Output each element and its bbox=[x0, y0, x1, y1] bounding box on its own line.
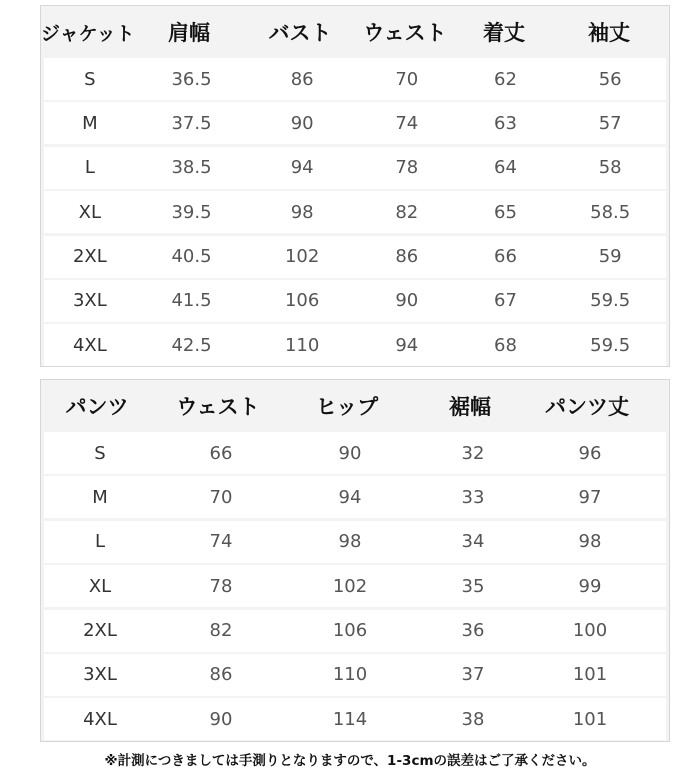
jacket-value-cell: 98 bbox=[290, 201, 314, 223]
jacket-header-cell: ウェスト bbox=[363, 21, 447, 45]
pants-value-cell: 110 bbox=[332, 664, 368, 686]
pants-table-row bbox=[44, 610, 666, 652]
pants-value-cell: 74 bbox=[209, 531, 233, 553]
jacket-value-cell: 38.5 bbox=[171, 157, 212, 179]
pants-value-cell: 101 bbox=[572, 664, 608, 686]
jacket-value-cell: 65 bbox=[494, 201, 517, 223]
pants-value-cell: 37 bbox=[461, 664, 485, 686]
pants-header-cell: ヒップ bbox=[315, 395, 379, 419]
jacket-value-cell: 64 bbox=[494, 157, 517, 179]
jacket-value-cell: 62 bbox=[494, 68, 517, 90]
jacket-value-cell: 86 bbox=[395, 246, 419, 268]
jacket-value-cell: 78 bbox=[395, 157, 419, 179]
pants-value-cell: 98 bbox=[578, 531, 602, 553]
jacket-value-cell: 56 bbox=[598, 68, 622, 90]
jacket-value-cell: 90 bbox=[395, 290, 419, 312]
jacket-value-cell: 68 bbox=[494, 334, 517, 356]
jacket-header-cell: バスト bbox=[268, 21, 332, 45]
pants-table-row bbox=[44, 521, 666, 563]
pants-value-cell: 94 bbox=[338, 486, 362, 508]
jacket-table-row bbox=[44, 147, 666, 189]
jacket-header-row bbox=[41, 6, 669, 58]
jacket-table-row bbox=[44, 324, 666, 366]
pants-size-cell: S bbox=[94, 442, 106, 464]
pants-value-cell: 98 bbox=[338, 531, 362, 553]
pants-table-row bbox=[44, 654, 666, 696]
jacket-size-cell: M bbox=[82, 112, 98, 134]
pants-header-cell: パンツ bbox=[65, 395, 129, 419]
measurement-note: ※計測につきましては手測りとなりますので、1-3cmの誤差はご了承ください。 bbox=[104, 753, 596, 769]
jacket-value-cell: 67 bbox=[494, 290, 517, 312]
jacket-header-cell: ジャケット bbox=[41, 22, 135, 45]
pants-table-row bbox=[44, 476, 666, 518]
pants-value-cell: 34 bbox=[461, 531, 485, 553]
pants-size-cell: 4XL bbox=[83, 708, 117, 730]
pants-value-cell: 32 bbox=[461, 442, 485, 464]
jacket-value-cell: 40.5 bbox=[171, 246, 212, 268]
pants-value-cell: 106 bbox=[332, 620, 368, 642]
jacket-size-cell: 4XL bbox=[72, 334, 107, 356]
jacket-size-table bbox=[40, 5, 670, 367]
jacket-value-cell: 39.5 bbox=[171, 201, 212, 223]
jacket-value-cell: 59.5 bbox=[590, 290, 631, 312]
jacket-value-cell: 102 bbox=[284, 246, 320, 268]
jacket-value-cell: 66 bbox=[494, 246, 517, 268]
jacket-table-row bbox=[44, 58, 666, 100]
pants-value-cell: 33 bbox=[461, 486, 485, 508]
jacket-value-cell: 82 bbox=[395, 201, 419, 223]
pants-value-cell: 90 bbox=[209, 708, 233, 730]
pants-size-cell: XL bbox=[88, 575, 112, 597]
jacket-header-cell: 肩幅 bbox=[168, 21, 210, 45]
jacket-value-cell: 37.5 bbox=[171, 112, 212, 134]
jacket-header-cell: 着丈 bbox=[483, 21, 525, 45]
jacket-value-cell: 110 bbox=[284, 334, 320, 356]
jacket-size-cell: L bbox=[84, 157, 95, 179]
jacket-size-cell: S bbox=[84, 68, 96, 90]
pants-value-cell: 100 bbox=[572, 620, 608, 642]
pants-header-row bbox=[41, 380, 669, 432]
pants-value-cell: 90 bbox=[338, 442, 362, 464]
pants-header-cell: ウェスト bbox=[176, 395, 260, 419]
jacket-size-cell: 3XL bbox=[72, 290, 107, 312]
jacket-rows bbox=[41, 58, 669, 366]
jacket-value-cell: 74 bbox=[395, 112, 419, 134]
pants-value-cell: 36 bbox=[461, 620, 485, 642]
pants-value-cell: 66 bbox=[209, 442, 233, 464]
pants-table-row bbox=[44, 432, 666, 474]
jacket-value-cell: 70 bbox=[395, 68, 419, 90]
jacket-value-cell: 36.5 bbox=[171, 68, 212, 90]
pants-value-cell: 82 bbox=[209, 620, 233, 642]
jacket-value-cell: 63 bbox=[494, 112, 517, 134]
pants-value-cell: 35 bbox=[461, 575, 485, 597]
jacket-size-cell: 2XL bbox=[72, 246, 107, 268]
jacket-value-cell: 94 bbox=[395, 334, 419, 356]
jacket-value-cell: 59.5 bbox=[590, 334, 631, 356]
jacket-value-cell: 41.5 bbox=[171, 290, 212, 312]
pants-table-row bbox=[44, 565, 666, 607]
jacket-table-row bbox=[44, 191, 666, 233]
jacket-header-cell: 袖丈 bbox=[588, 21, 630, 45]
jacket-table-row bbox=[44, 102, 666, 144]
pants-value-cell: 38 bbox=[461, 708, 485, 730]
pants-value-cell: 86 bbox=[209, 664, 233, 686]
pants-value-cell: 96 bbox=[578, 442, 602, 464]
jacket-value-cell: 42.5 bbox=[171, 334, 212, 356]
pants-header-cell: 裾幅 bbox=[449, 395, 491, 419]
pants-header-cell: パンツ丈 bbox=[545, 395, 629, 419]
pants-size-cell: 2XL bbox=[83, 620, 117, 642]
jacket-value-cell: 90 bbox=[290, 112, 314, 134]
pants-size-cell: L bbox=[94, 531, 106, 553]
pants-value-cell: 99 bbox=[578, 575, 602, 597]
jacket-value-cell: 94 bbox=[290, 157, 314, 179]
pants-value-cell: 102 bbox=[332, 575, 368, 597]
pants-size-cell: 3XL bbox=[83, 664, 117, 686]
pants-value-cell: 78 bbox=[209, 575, 233, 597]
pants-value-cell: 70 bbox=[209, 486, 233, 508]
jacket-value-cell: 86 bbox=[290, 68, 314, 90]
jacket-size-cell: XL bbox=[78, 201, 102, 223]
jacket-value-cell: 58.5 bbox=[590, 201, 631, 223]
pants-value-cell: 114 bbox=[332, 708, 368, 730]
pants-table-row bbox=[44, 698, 666, 740]
pants-value-cell: 101 bbox=[572, 708, 608, 730]
pants-size-cell: M bbox=[92, 486, 108, 508]
jacket-value-cell: 106 bbox=[284, 290, 320, 312]
jacket-value-cell: 58 bbox=[598, 157, 622, 179]
jacket-table-row bbox=[44, 236, 666, 278]
jacket-value-cell: 57 bbox=[598, 112, 622, 134]
pants-rows bbox=[41, 432, 669, 740]
pants-size-table bbox=[40, 379, 670, 742]
pants-value-cell: 97 bbox=[578, 486, 602, 508]
jacket-value-cell: 59 bbox=[598, 246, 622, 268]
jacket-table-row bbox=[44, 280, 666, 322]
